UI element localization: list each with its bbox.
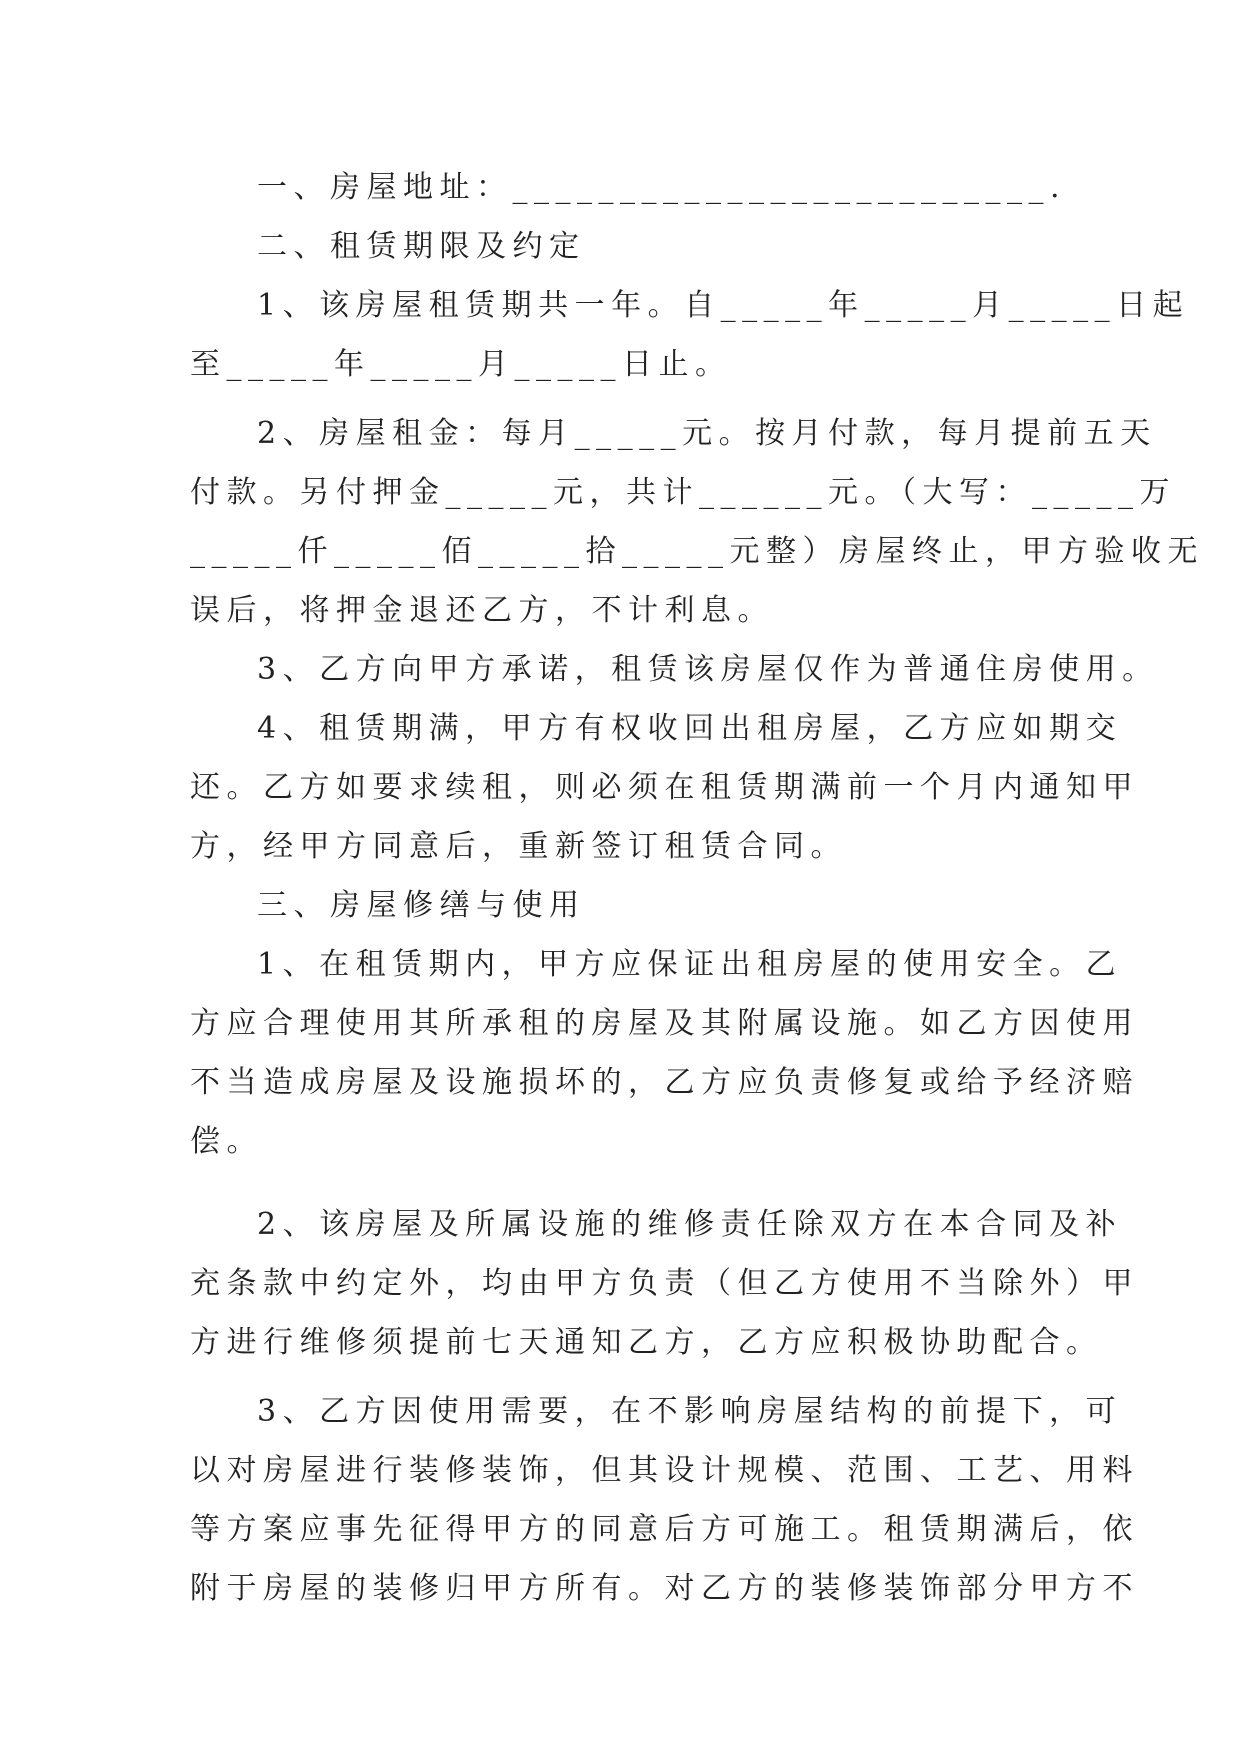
paragraph-line: 等方案应事先征得甲方的同意后方可施工。租赁期满后，依 (190, 1512, 1139, 1547)
paragraph-line: 方进行维修须提前七天通知乙方，乙方应积极协助配合。 (190, 1325, 1103, 1360)
paragraph-line: 付款。另付押金_____元，共计______元。（大写：_____万 (190, 475, 1176, 510)
paragraph-line: 2、房屋租金：每月_____元。按月付款，每月提前五天 (257, 416, 1157, 451)
paragraph-line: _____仟_____佰_____拾_____元整）房屋终止，甲方验收无 (190, 534, 1204, 569)
paragraph-line: 方应合理使用其所承租的房屋及其附属设施。如乙方因使用 (190, 1006, 1139, 1041)
paragraph-line: 3、乙方因使用需要，在不影响房屋结构的前提下，可 (257, 1394, 1123, 1429)
paragraph-line: 偿。 (190, 1124, 263, 1159)
paragraph-line: 还。乙方如要求续租，则必须在租赁期满前一个月内通知甲 (190, 770, 1139, 805)
paragraph-line: 误后，将押金退还乙方，不计利息。 (190, 593, 774, 628)
section-heading-lease-term: 二、租赁期限及约定 (257, 229, 586, 264)
document-page (190, 158, 1204, 1618)
paragraph-line: 方，经甲方同意后，重新签订租赁合同。 (190, 829, 847, 864)
section-heading-repair-use: 三、房屋修缮与使用 (257, 888, 586, 923)
paragraph-line: 3、乙方向甲方承诺，租赁该房屋仅作为普通住房使用。 (257, 652, 1159, 687)
paragraph-line: 充条款中约定外，均由甲方负责（但乙方使用不当除外）甲 (190, 1266, 1139, 1301)
paragraph-line: 至_____年_____月_____日止。 (190, 347, 732, 382)
paragraph-line: 不当造成房屋及设施损坏的，乙方应负责修复或给予经济赔 (190, 1065, 1139, 1100)
paragraph-line: 1、在租赁期内，甲方应保证出租房屋的使用安全。乙 (257, 947, 1123, 982)
paragraph-line: 以对房屋进行装修装饰，但其设计规模、范围、工艺、用料 (190, 1453, 1139, 1488)
paragraph-line: 2、该房屋及所属设施的维修责任除双方在本合同及补 (257, 1207, 1123, 1242)
paragraph-line: 4、租赁期满，甲方有权收回出租房屋，乙方应如期交 (257, 711, 1123, 746)
clause-address: 一、房屋地址：_________________________. (257, 170, 1067, 205)
paragraph-line: 附于房屋的装修归甲方所有。对乙方的装修装饰部分甲方不 (190, 1571, 1139, 1606)
paragraph-line: 1、该房屋租赁期共一年。自_____年_____月_____日起 (257, 288, 1190, 323)
